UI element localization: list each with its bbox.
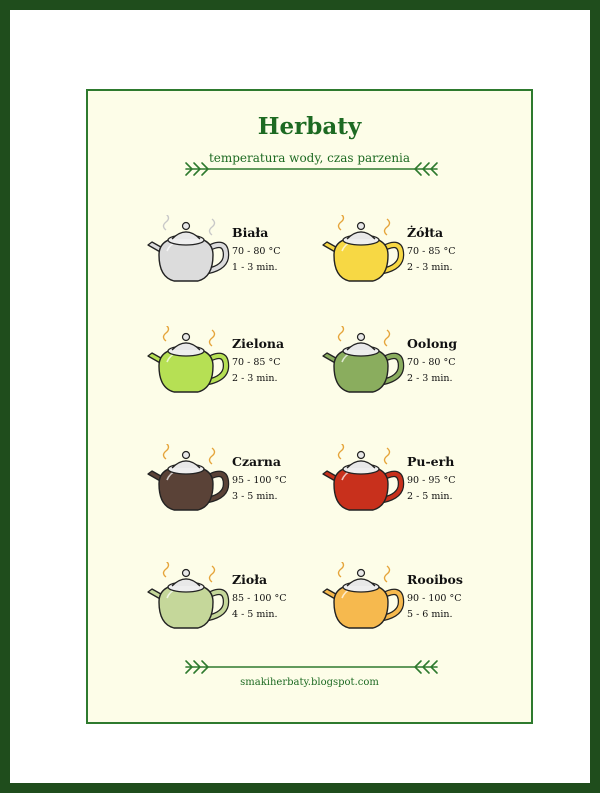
tea-card	[86, 89, 533, 724]
tea-name: Rooibos	[407, 572, 463, 587]
tea-name: Czarna	[232, 454, 281, 469]
tea-temperature: 90 - 95 °C	[407, 475, 456, 486]
poster-page	[10, 10, 590, 783]
tea-temperature: 90 - 100 °C	[407, 593, 462, 604]
tea-name: Żółta	[407, 225, 444, 240]
tea-time: 5 - 6 min.	[407, 609, 453, 620]
teapot-icon	[146, 444, 232, 516]
tea-item	[146, 562, 326, 642]
tea-time: 1 - 3 min.	[232, 262, 278, 273]
teapot-icon	[321, 444, 407, 516]
tea-item	[321, 215, 501, 295]
tea-temperature: 95 - 100 °C	[232, 475, 287, 486]
tea-name: Zielona	[232, 336, 285, 351]
tea-name: Biała	[232, 225, 269, 240]
decorative-divider-top	[184, 161, 439, 177]
tea-temperature: 70 - 80 °C	[407, 357, 456, 368]
poster-title: Herbaty	[257, 113, 362, 140]
decorative-divider-bottom	[184, 659, 439, 675]
teapot-icon	[321, 215, 407, 287]
teapot-icon	[146, 326, 232, 398]
tea-time: 2 - 3 min.	[232, 373, 278, 384]
tea-time: 3 - 5 min.	[232, 491, 278, 502]
tea-temperature: 70 - 85 °C	[232, 357, 281, 368]
poster-subtitle: temperatura wody, czas parzenia	[208, 151, 411, 165]
tea-time: 2 - 5 min.	[407, 491, 453, 502]
tea-item	[321, 326, 501, 406]
teapot-icon	[321, 562, 407, 634]
tea-time: 2 - 3 min.	[407, 262, 453, 273]
blog-url: smakiherbaty.blogspot.com	[240, 677, 379, 688]
tea-item	[146, 326, 326, 406]
teapot-icon	[146, 215, 232, 287]
teapot-icon	[146, 562, 232, 634]
tea-temperature: 85 - 100 °C	[232, 593, 287, 604]
tea-temperature: 70 - 80 °C	[232, 246, 281, 257]
tea-item	[146, 215, 326, 295]
tea-item	[321, 562, 501, 642]
tea-temperature: 70 - 85 °C	[407, 246, 456, 257]
tea-time: 2 - 3 min.	[407, 373, 453, 384]
teapot-icon	[321, 326, 407, 398]
tea-time: 4 - 5 min.	[232, 609, 278, 620]
tea-name: Pu-erh	[407, 454, 455, 469]
tea-item	[146, 444, 326, 524]
tea-name: Zioła	[232, 572, 268, 587]
tea-item	[321, 444, 501, 524]
tea-name: Oolong	[407, 336, 458, 351]
